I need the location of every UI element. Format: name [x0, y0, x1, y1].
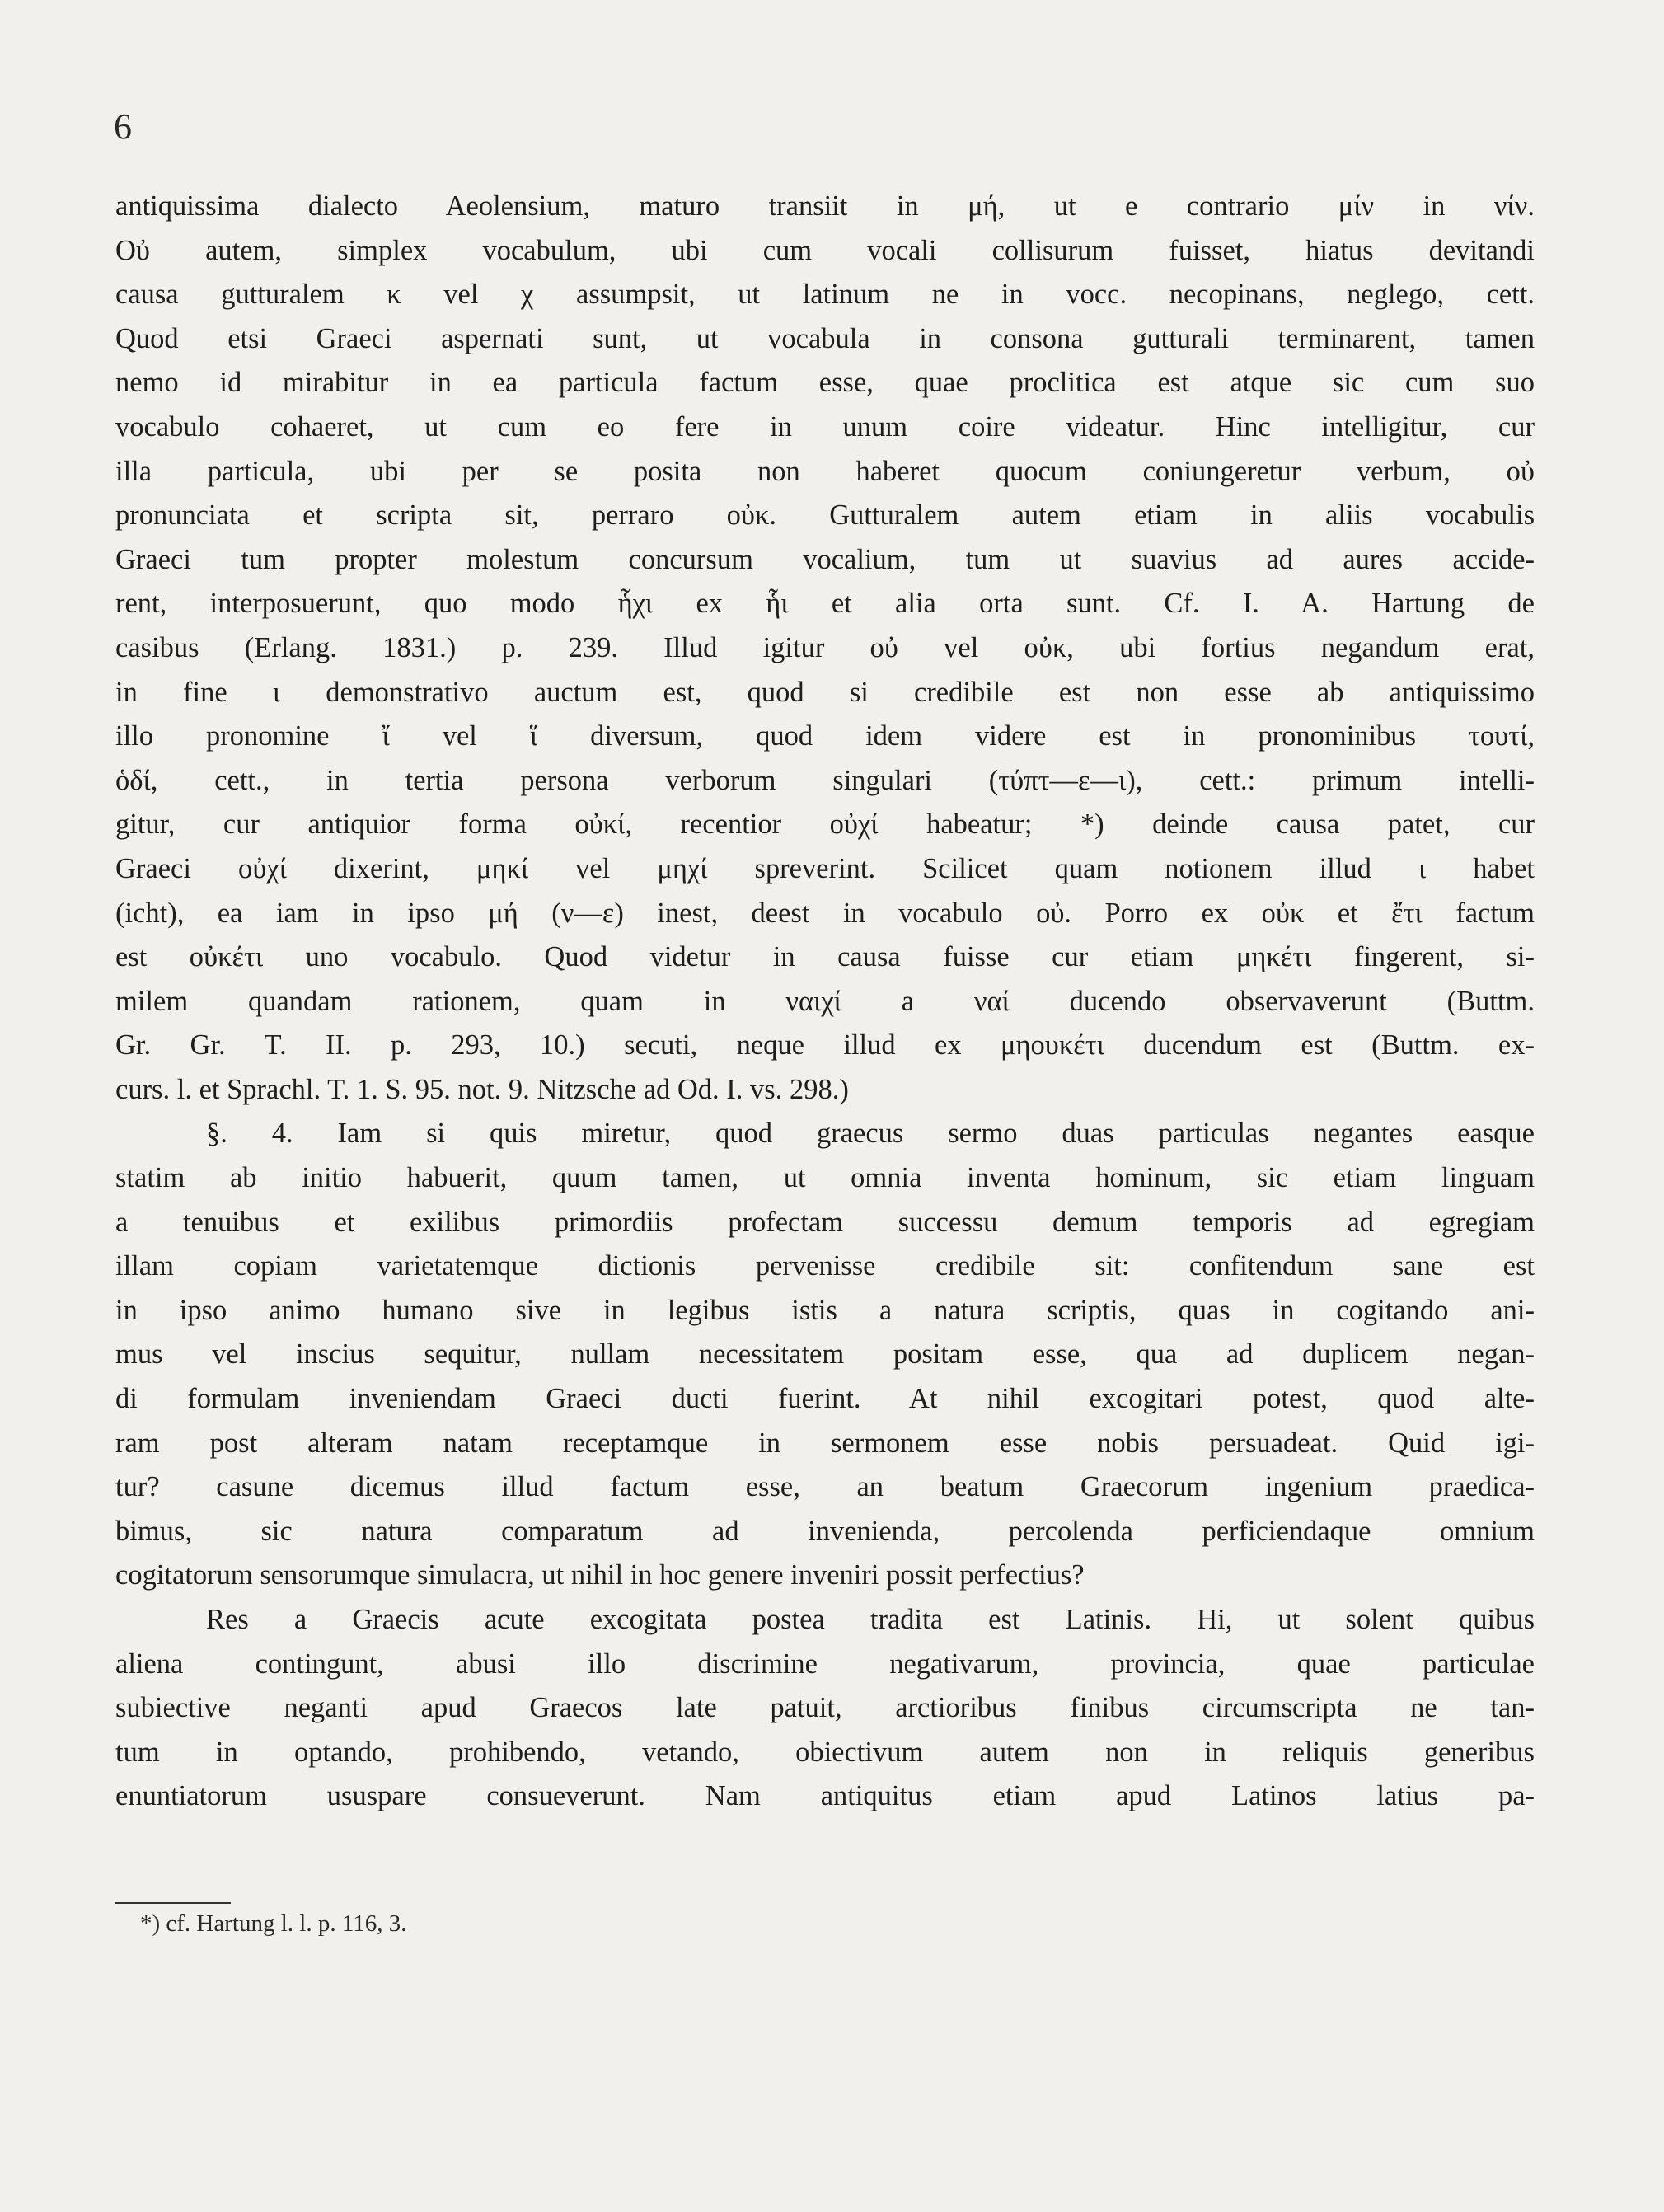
text-line: (icht), ea iam in ipso μή (ν—ε) inest, deest in vocabulo οὐ. Porro ex οὐκ et ἔτι factum [115, 897, 1535, 929]
text-line: subiective neganti apud Graecos late patuit, arctioribus finibus circumscripta ne tan- [115, 1692, 1535, 1724]
text-line: casibus (Erlang. 1831.) p. 239. Illud igitur οὐ vel οὐκ, ubi fortius negandum erat, [115, 631, 1535, 663]
text-line: tum in optando, prohibendo, vetando, obiectivum autem non in reliquis generibus [115, 1736, 1535, 1768]
text-line: Graeci tum propter molestum concursum vocalium, tum ut suavius ad aures accide- [115, 543, 1535, 575]
text-line: rent, interposuerunt, quo modo ἧχι ex ἧι et alia orta sunt. Cf. I. A. Hartung de [115, 588, 1535, 620]
body-text [115, 185, 1535, 1819]
text-line: nemo id mirabitur in ea particula factum esse, quae proclitica est atque sic cum suo [115, 367, 1535, 399]
footnote: *) cf. Hartung l. l. p. 116, 3. [140, 1910, 407, 1937]
text-line: antiquissima dialecto Aeolensium, maturo transiit in μή, ut e contrario μίν in νίν. [115, 190, 1535, 222]
text-line: curs. l. et Sprachl. T. 1. S. 95. not. 9. Nitzsche ad Od. I. vs. 298.) [115, 1073, 849, 1105]
text-line: milem quandam rationem, quam in ναιχί a ναί ducendo observaverunt (Buttm. [115, 985, 1535, 1017]
text-line: Quod etsi Graeci aspernati sunt, ut vocabula in consona gutturali terminarent, tamen [115, 322, 1535, 354]
text-line: Οὐ autem, simplex vocabulum, ubi cum vocali collisurum fuisset, hiatus devitandi [115, 234, 1535, 266]
text-line: causa gutturalem κ vel χ assumpsit, ut latinum ne in vocc. necopinans, neglego, cett. [115, 279, 1535, 311]
text-line: vocabulo cohaeret, ut cum eo fere in unum coire videatur. Hinc intelligitur, cur [115, 410, 1535, 443]
text-line: est οὐκέτι uno vocabulo. Quod videtur in causa fuisse cur etiam μηκέτι fingerent, si- [115, 941, 1535, 973]
text-line: illam copiam varietatemque dictionis pervenisse credibile sit: confitendum sane est [115, 1250, 1535, 1282]
text-line: Gr. Gr. T. II. p. 293, 10.) secuti, neque illud ex μηουκέτι ducendum est (Buttm. ex- [115, 1029, 1535, 1061]
text-line: Graeci οὐχί dixerint, μηκί vel μηχί spreverint. Scilicet quam notionem illud ι habet [115, 852, 1535, 884]
text-line: enuntiatorum ususpare consueverunt. Nam antiquitus etiam apud Latinos latius pa- [115, 1780, 1535, 1812]
text-line: a tenuibus et exilibus primordiis profectam successu demum temporis ad egregiam [115, 1206, 1535, 1238]
text-line: in fine ι demonstrativo auctum est, quod si credibile est non esse ab antiquissimo [115, 676, 1535, 708]
text-line: tur? casune dicemus illud factum esse, an beatum Graecorum ingenium praedica- [115, 1471, 1535, 1503]
footnote-divider [115, 1902, 231, 1904]
text-line: gitur, cur antiquior forma οὐκί, recentior οὐχί habeatur; *) deinde causa patet, cur [115, 808, 1535, 841]
text-line: pronunciata et scripta sit, perraro οὐκ. Gutturalem autem etiam in aliis vocabulis [115, 499, 1535, 532]
text-line: illa particula, ubi per se posita non haberet quocum coniungeretur verbum, οὐ [115, 455, 1535, 487]
text-line: mus vel inscius sequitur, nullam necessitatem positam esse, qua ad duplicem negan- [115, 1338, 1535, 1371]
text-line: illo pronomine ἴ vel ἵ diversum, quod idem videre est in pronominibus τουτί, [115, 720, 1535, 752]
page-number: 6 [114, 106, 132, 147]
text-line: cogitatorum sensorumque simulacra, ut nihil in hoc genere inveniri possit perfectius? [115, 1559, 1085, 1591]
text-line: ram post alteram natam receptamque in sermonem esse nobis persuadeat. Quid igi- [115, 1427, 1535, 1459]
text-line: statim ab initio habuerit, quum tamen, ut omnia inventa hominum, sic etiam linguam [115, 1162, 1535, 1194]
text-line: bimus, sic natura comparatum ad invenienda, percolenda perficiendaque omnium [115, 1515, 1535, 1547]
text-line: di formulam inveniendam Graeci ducti fuerint. At nihil excogitari potest, quod alte- [115, 1383, 1535, 1415]
section-heading-line: §. 4. Iam si quis miretur, quod graecus sermo duas particulas negantes easque [206, 1118, 1535, 1150]
paragraph-start-line: Res a Graecis acute excogitata postea tradita est Latinis. Hi, ut solent quibus [206, 1604, 1535, 1635]
text-line: in ipso animo humano sive in legibus istis a natura scriptis, quas in cogitando ani- [115, 1294, 1535, 1326]
text-line: aliena contingunt, abusi illo discrimine negativarum, provincia, quae particulae [115, 1647, 1535, 1680]
text-line: ὁδί, cett., in tertia persona verborum singulari (τύπτ—ε—ι), cett.: primum intelli- [115, 764, 1535, 796]
